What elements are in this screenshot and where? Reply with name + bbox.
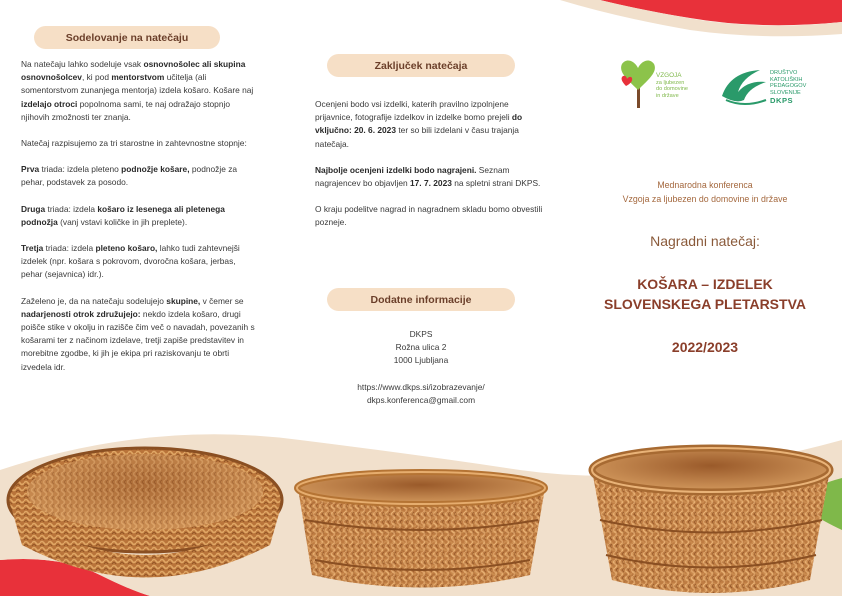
contest-title: KOŠARA – IZDELEK SLOVENSKEGA PLETARSTVA [604, 276, 806, 312]
contact-url[interactable]: https://www.dkps.si/izobrazevanje/ [357, 381, 485, 392]
contest-year: 2022/2023 [671, 339, 739, 355]
contact-email[interactable]: dkps.konferenca@gmail.com [366, 394, 476, 405]
paragraph-groups: Zaželeno je, da na natečaju sodelujejo skupine, v čemer se nadarjenosti otrok združujejo: nekdo izdela košaro, drugi poišče stike v okolju in razišče čim več o navadah, povezanih s košarami ter z načinom izdelave, tretji zapiše predstavitev in morebitne zgodbe, ki jih je ekipa pri raziskovanju te obrti izvedela idr. [21, 295, 255, 372]
heading-dodatne-informacije: Dodatne informacije [327, 288, 515, 311]
paragraph-evaluation: Ocenjeni bodo vsi izdelki, katerih pravilno izpolnjene prijavnice, fotografije izdelkov in izdelke bomo prejeli do vključno: 20. 6. 2023 ter so bili izdelani v času trajanja natečaja. [315, 99, 523, 149]
vzgoja-logo-text: VZGOJA za ljubezen do domovine in države [656, 72, 689, 99]
paragraph-triad-2: Druga triada: izdela košaro iz lesenega ali pletenega podnožja (vanj vstavi količke in jih preplete). [21, 203, 225, 227]
heading-zakljucek: Zaključek natečaja [327, 54, 515, 77]
contact-city: 1000 Ljubljana [393, 355, 449, 366]
vzgoja-logo-icon [621, 61, 655, 108]
paragraph-awards: Najbolje ocenjeni izdelki bodo nagrajeni. Seznam nagrajencev bo objavljen 17. 7. 2023 na spletni strani DKPS. [315, 164, 541, 189]
conference-name: Mednarodna konferenca Vzgoja za ljubezen do domovine in države [622, 180, 788, 204]
dkps-logo-icon [722, 70, 766, 104]
paragraph-ceremony: O kraju podelitve nagrad in nagradnem skladu bomo obvestili pozneje. [315, 204, 543, 228]
paragraph-levels: Natečaj razpisujemo za tri starostne in zahtevnostne stopnje: [21, 138, 247, 149]
paragraph-who: Na natečaju lahko sodeluje vsak osnovnošolec ali skupina osnovnošolcev, ki pod mentorstvom učitelja (ali somentorstvom zunanjega mentorja) izdela košaro. Košare naj izdelajo otroci popolnoma sami, te naj odražajo stopnjo njihovih zmožnosti ter znanja. [21, 59, 254, 122]
paragraph-triad-1: Prva triada: izdela pleteno podnožje košare, podnožje za pehar, podstavek za posodo. [21, 164, 238, 188]
contact-block [315, 328, 527, 407]
contact-street: Rožna ulica 2 [395, 342, 447, 353]
paragraph-triad-3: Tretja triada: izdela pleteno košaro, lahko tudi zahtevnejši izdelek (npr. košara s pokrovom, dvoročna košara, jerbas, pehar (sejavnica) idr.). [21, 243, 240, 280]
dkps-logo-text: DRUŠTVO KATOLIŠKIH PEDAGOGOV SLOVENIJE DKPS [770, 70, 807, 106]
contact-org: DKPS [409, 329, 433, 339]
call-label: Nagradni natečaj: [650, 233, 760, 249]
heading-sodelovanje: Sodelovanje na natečaju [34, 26, 220, 49]
panel2-text [315, 98, 547, 243]
panel1-text [21, 58, 259, 387]
basket-middle [297, 472, 545, 588]
basket-right [592, 448, 830, 593]
